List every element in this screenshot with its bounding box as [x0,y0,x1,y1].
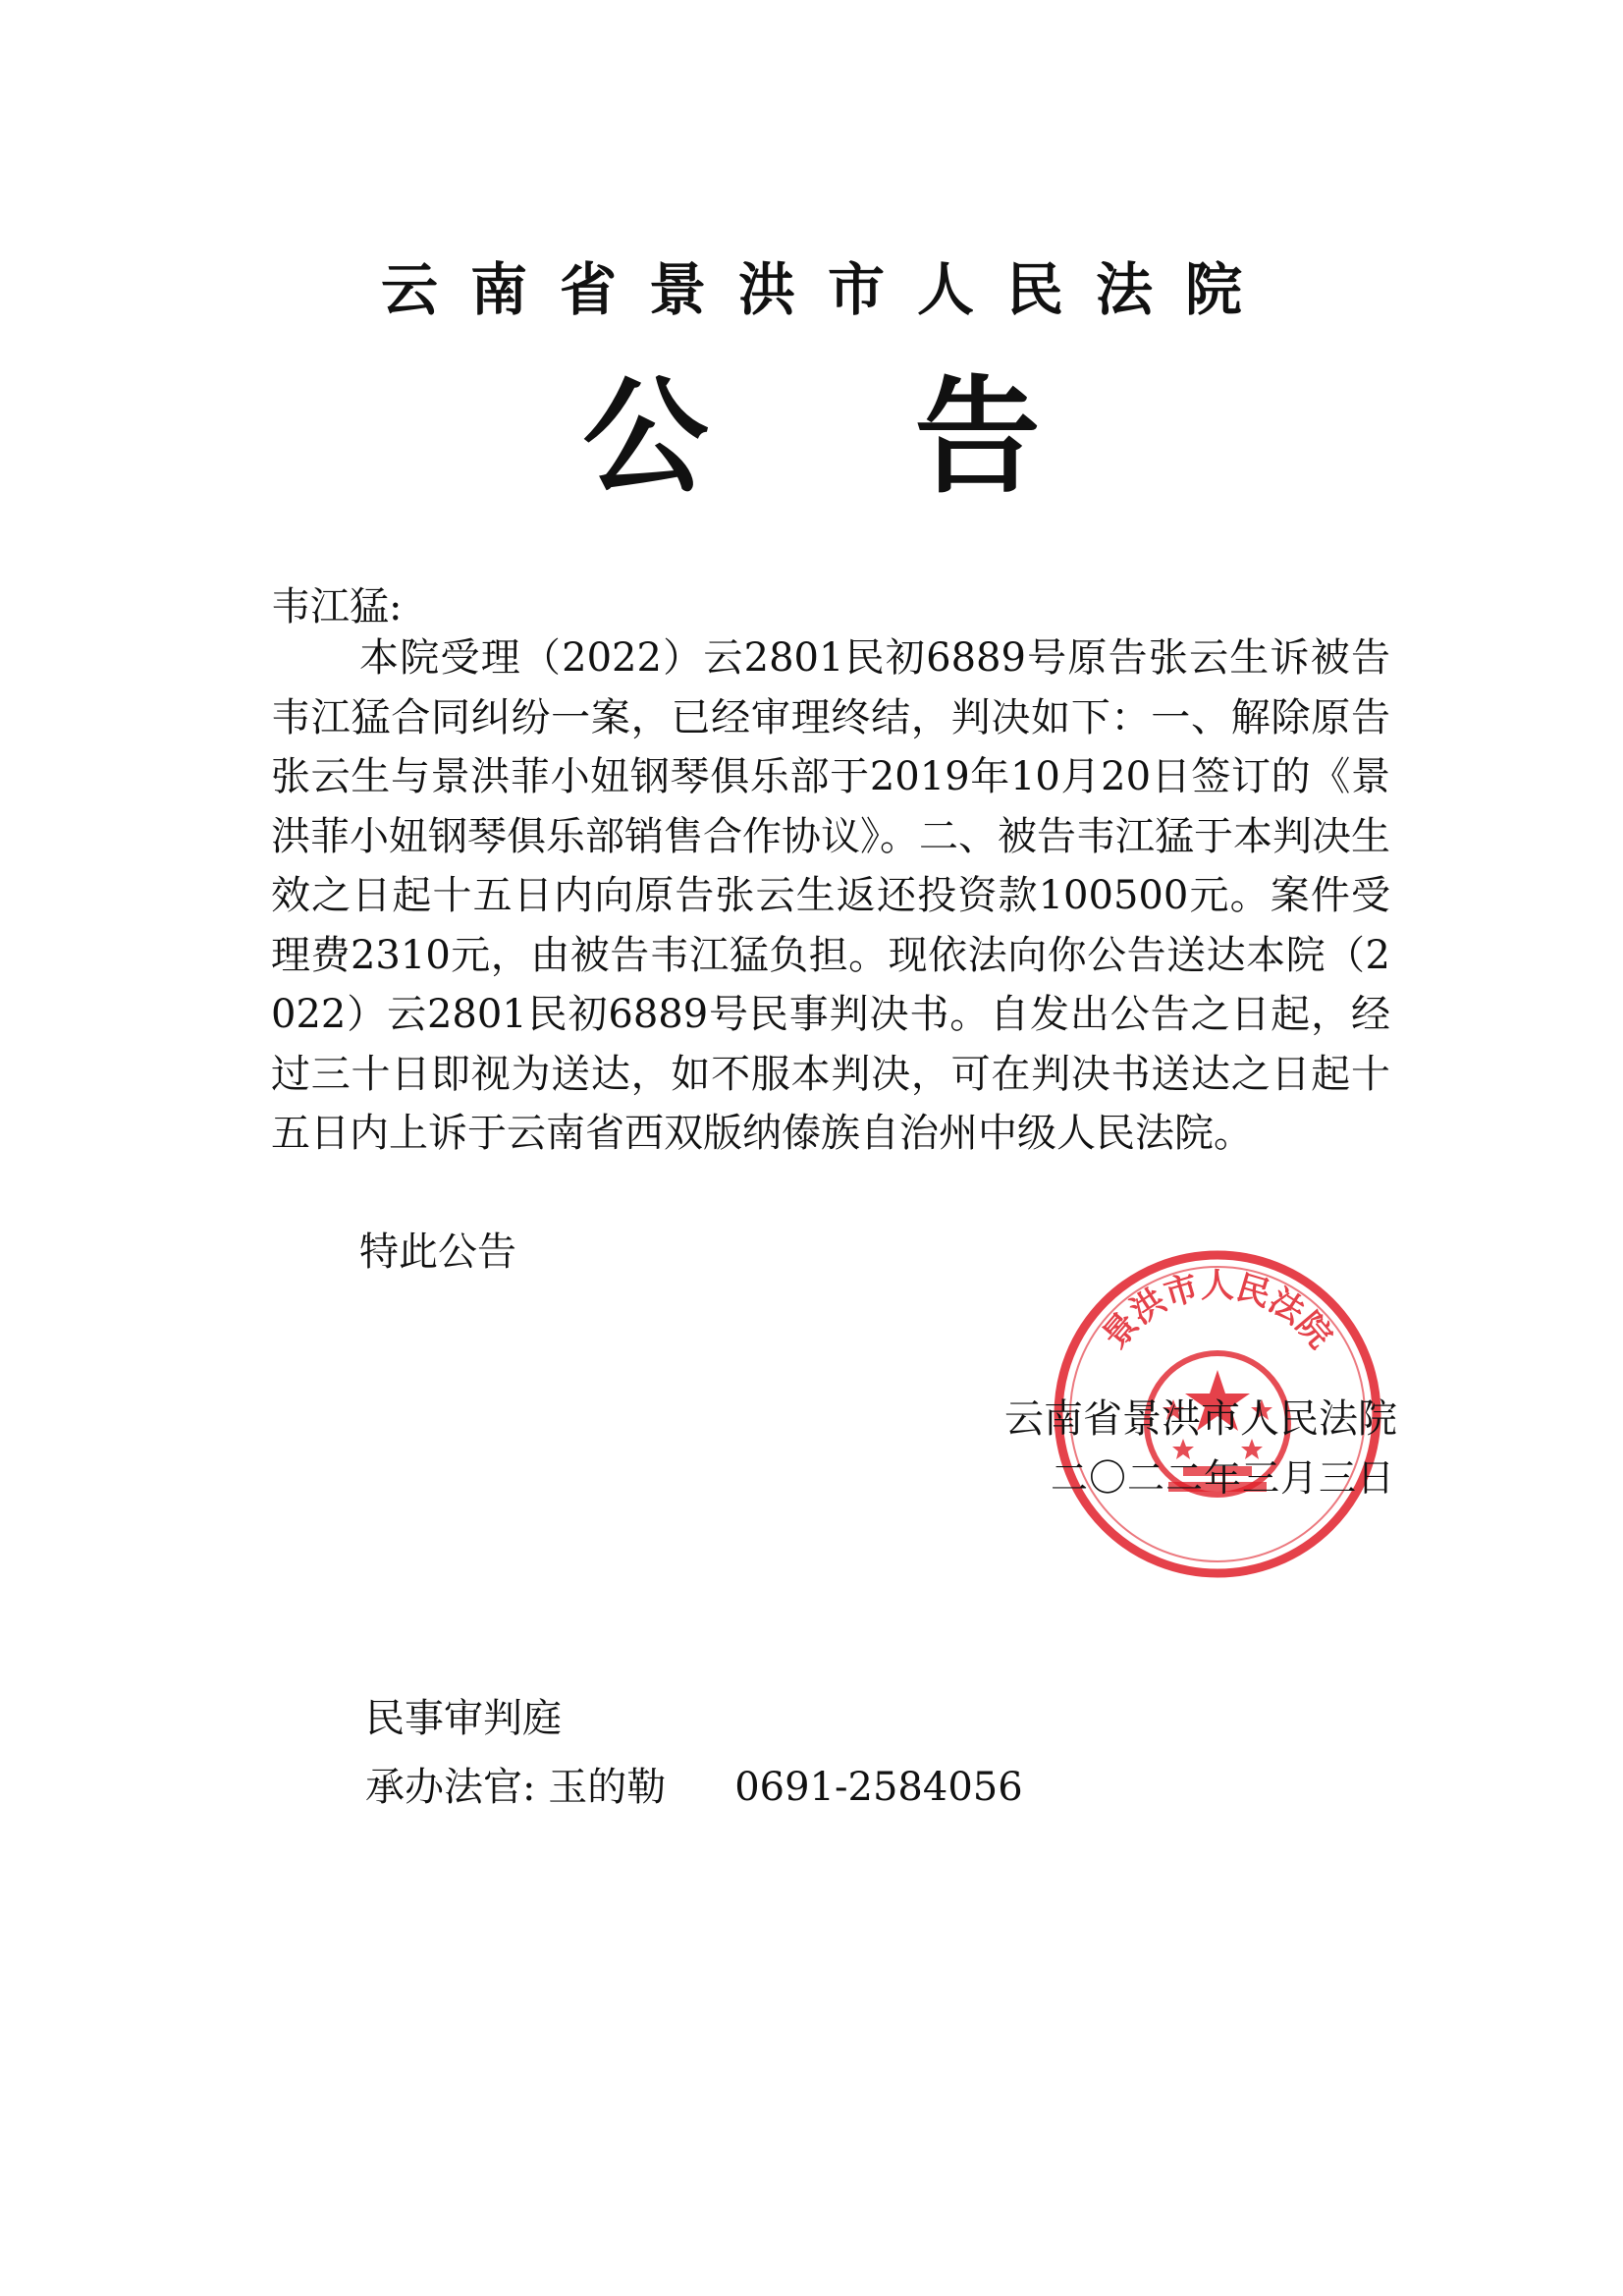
court-name-heading: 云南省景洪市人民法院 [380,256,1274,323]
notice-body: 本院受理（2022）云2801民初6889号原告张云生诉被告韦江猛合同纠纷一案，已经审理终结，判决如下：一、解除原告张云生与景洪菲小妞钢琴俱乐部于2019年10月20日签订的《景洪菲小妞钢琴俱乐部销售合作协议》。二、被告韦江猛于本判决生效之日起十五日内向原告张云生返还投资款100500元。案件受理费2310元，由被告韦江猛负担。现依法向你公告送达本院（2022）云2801民初6889号民事判决书。自发出公告之日起，经过三十日即视为送达，如不服本判决，可在判决书送达之日起十五日内上诉于云南省西双版纳傣族自治州中级人民法院。 [271,635,1390,1156]
officer-phone: 0691-2584056 [734,1765,1023,1810]
officer-contact [365,1758,1023,1817]
seal-text: 景洪市人民法院 [1095,1266,1340,1356]
notice-title: 公告 [582,363,1247,511]
officer-label: 承办法官: [365,1765,536,1810]
addressee: 韦江猛: [271,584,403,629]
issue-date: 二〇二二年三月三日 [1050,1456,1395,1500]
officer-name: 玉的勒 [548,1765,667,1810]
issuer-name: 云南省景洪市人民法院 [1004,1396,1397,1442]
division-name: 民事审判庭 [365,1696,562,1741]
closing-phrase: 特此公告 [359,1230,516,1275]
